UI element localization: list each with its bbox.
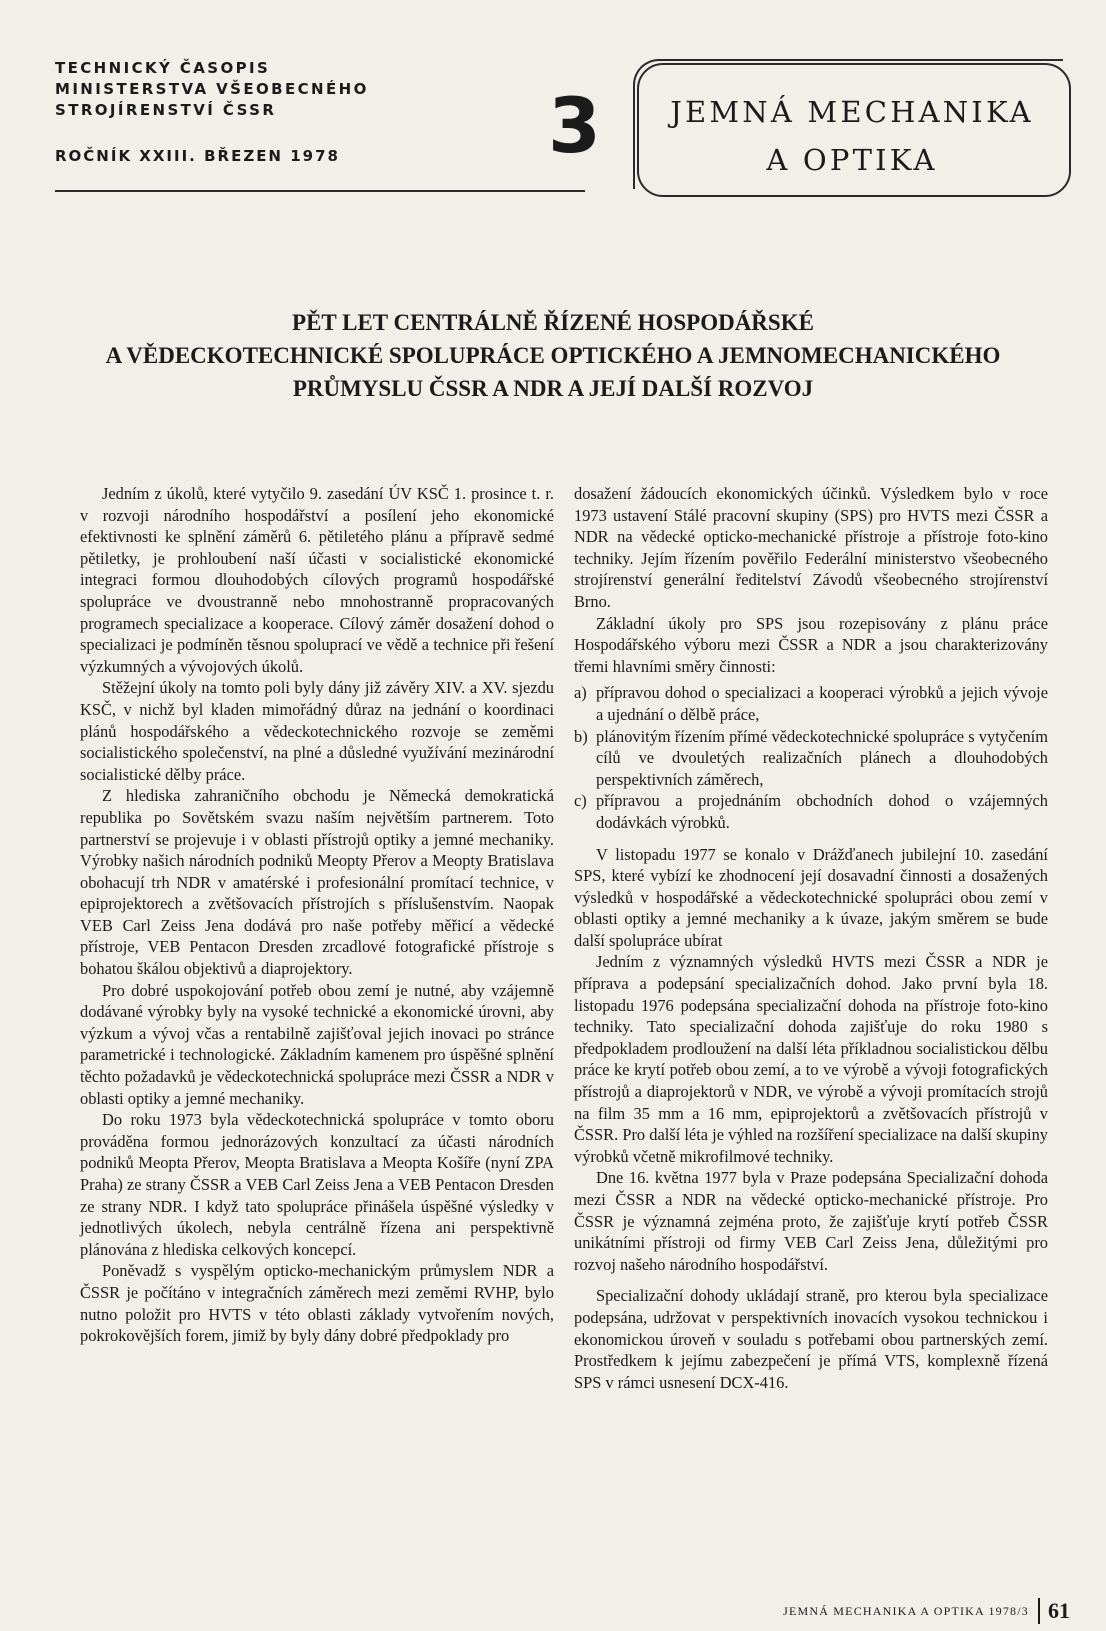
issue-number: 3 xyxy=(548,81,601,170)
paragraph: Pro dobré uspokojování potřeb obou zemí je nutné, aby vzájemně dodávané výrobky byly na vysoké technické a ekonomické úrovni, aby výzkum a vývoj včas a rentabilně zajišťoval jejich inovaci po stránce parametrické i technologické. Základním kamenem pro úspěšné splnění těchto požadavků je vědeckotechnická spolupráce mezi ČSSR a NDR v oblasti optiky a jemné mechaniky. xyxy=(80,980,554,1108)
paragraph: Jedním z významných výsledků HVTS mezi ČSSR a NDR je příprava a podepsání specializačních dohod. Jako první byla 18. listopadu 1976 podepsána specializační dohoda na přístroje foto-kino techniky. Tato specializační dohoda zajišťuje do roku 1980 s předpokladem prodloužení na další léta příkladnou socialistickou dělbu práce ke krytí potřeb obou zemí, a to ve výrobě a vývoji fotografických přístrojů a diaprojektorů v NDR, ve výrobě a vývoji promítacích strojů na film 35 mm a 16 mm, epiprojektorů a zvětšovacích přístrojů v ČSSR. Pro další léta je výhled na rozšíření specializace na další skupiny výrobků včetně mikrofilmové techniky. xyxy=(574,952,1048,1166)
right-column xyxy=(574,483,1048,1393)
footer-divider xyxy=(1038,1598,1040,1624)
publisher-line-3: STROJÍRENSTVÍ ČSSR xyxy=(55,101,277,119)
paragraph: dosažení žádoucích ekonomických účinků. Výsledkem bylo v roce 1973 ustavení Stálé pracovní skupiny (SPS) pro HVTS mezi ČSSR a NDR na vědecké opticko-mechanické přístroje a přístroje foto-kino techniky. Jejím řízením pověřilo Federální ministerstvo všeobecného strojírenství generální ředitelství Závodů všeobecného strojírenství Brno. xyxy=(574,484,1048,611)
paragraph: Do roku 1973 byla vědeckotechnická spolupráce v tomto oboru prováděna formou jednorázových konzultací za účasti národních podniků Meopta Přerov, Meopta Bratislava a Meopta Košíře (nyní ZPA Praha) ze strany ČSSR a VEB Carl Zeiss Jena a VEB Pentacon Dresden ze strany NDR. I když tato spolupráce přinášela úspěšné výsledky v jednotlivých úkolech, nebyla centrálně řízena ani perspektivně plánována z hlediska celkových koncepcí. xyxy=(80,1110,554,1259)
paragraph: Stěžejní úkoly na tomto poli byly dány již závěry XIV. a XV. sjezdu KSČ, v nichž byl kladen mimořádný důraz na jednání o koordinaci plánů hospodářského a vědeckotechnického rozvoje se zeměmi socialistického společenství, na plné a důsledné využívání mezinárodní socialistické dělby práce. xyxy=(80,678,554,784)
page-footer xyxy=(740,1598,1070,1624)
publisher-line-2: MINISTERSTVA VŠEOBECNÉHO xyxy=(55,80,369,98)
issue-line: ROČNÍK XXIII. BŘEZEN 1978 xyxy=(55,147,340,165)
paragraph: Poněvadž s vyspělým opticko-mechanickým průmyslem NDR a ČSSR je počítáno v integračních záměrech mezi zeměmi RVHP, bylo nutno položit pro HVTS v této oblasti základy vytvořením nových, pokrokovějších forem, jimiž by byly dány dobré předpoklady pro xyxy=(80,1261,554,1346)
paragraph: Z hlediska zahraničního obchodu je Německá demokratická republika po Sovětském svazu naším největším partnerem. Toto partnerství se projevuje i v oblasti přístrojů optiky a jemné mechaniky. Výrobky našich národních podniků Meopty Přerov a Meopty Bratislava obohacují trh NDR v amatérské i profesionální promítací technice, v epiprojektorech a zvětšovacích přístrojích s příslušenstvím. Naopak VEB Carl Zeiss Jena dodává pro naše potřeby měřicí a vědecké přístroje, VEB Pentacon Dresden zrcadlové fotografické přístroje s bohatou škálou objektivů a diaprojektory. xyxy=(80,786,554,979)
journal-title-line-2: A OPTIKA xyxy=(766,143,938,177)
paragraph: Základní úkoly pro SPS jsou rozepisovány z plánu práce Hospodářského výboru mezi ČSSR a NDR a jsou charakterizovány třemi hlavními směry činnosti: xyxy=(574,613,1048,676)
list-item xyxy=(574,726,1048,791)
footer-journal: JEMNÁ MECHANIKA A OPTIKA 1978/3 xyxy=(783,1603,1029,1618)
list-item xyxy=(574,790,1048,833)
paragraph: V listopadu 1977 se konalo v Drážďanech jubilejní 10. zasedání SPS, které vybízí ke zhodnocení její dosavadní činnosti a dosažených výsledků v hospodářské a vědeckotechnické spolupráci obou zemí v oblasti optiky a jemné mechaniky a k úvaze, jakým směrem se bude další spolupráce ubírat xyxy=(574,844,1048,950)
article-headline xyxy=(40,306,1066,405)
publisher-line-1: TECHNICKÝ ČASOPIS xyxy=(55,59,271,77)
masthead-rule xyxy=(55,190,585,192)
list-marker: b) xyxy=(574,726,588,746)
journal-title xyxy=(637,88,1067,184)
list-text: plánovitým řízením přímé vědeckotechnické spolupráce s vytyčením cílů ve dvouletých realizačních plánech a dlouhodobých perspektivních záměrech, xyxy=(596,726,1048,789)
journal-title-line-1: JEMNÁ MECHANIKA xyxy=(670,95,1034,129)
headline-line-2: A VĚDECKOTECHNICKÉ SPOLUPRÁCE OPTICKÉHO A JEMNOMECHANICKÉHO xyxy=(105,343,1001,368)
masthead xyxy=(55,58,595,167)
left-column xyxy=(80,483,554,1347)
headline-line-1: PĚT LET CENTRÁLNĚ ŘÍZENÉ HOSPODÁŘSKÉ xyxy=(292,310,814,335)
paragraph: Dne 16. května 1977 byla v Praze podepsána Specializační dohoda mezi ČSSR a NDR na vědecké opticko-mechanické přístroje. Pro ČSSR je významná zejména proto, že zajišťuje krytí potřeb ČSSR unikátními přístroji od firmy VEB Carl Zeiss Jena, důležitými pro rozvoj našeho národního hospodářství. xyxy=(574,1168,1048,1274)
page-number: 61 xyxy=(1048,1598,1070,1623)
list-marker: a) xyxy=(574,683,587,703)
list-marker: c) xyxy=(574,791,587,811)
paragraph: Specializační dohody ukládají straně, pro kterou byla specializace podepsána, udržovat v perspektivních inovacích vysokou technickou i ekonomickou úroveň v souladu s potřebami obou partnerských zemí. Prostředkem k jejímu zabezpečení je přímá VTS, komplexně řízená SPS v rámci usnesení DCX-416. xyxy=(574,1286,1048,1392)
list-item xyxy=(574,682,1048,725)
list-text: přípravou dohod o specializaci a kooperaci výrobků a jejich vývoje a ujednání o dělbě práce, xyxy=(596,683,1048,724)
headline-line-3: PRŮMYSLU ČSSR A NDR A JEJÍ DALŠÍ ROZVOJ xyxy=(292,376,814,401)
paragraph: Jedním z úkolů, které vytyčilo 9. zasedání ÚV KSČ 1. prosince t. r. v rozvoji národního hospodářství a posílení jeho ekonomické efektivnosti ke splnění záměrů 6. pětiletého plánu a přípravě sedmé pětiletky, je prohloubení naší účasti v socialistické ekonomické integraci formou dlouhodobých cílových programů hospodářské spolupráce ve dvoustranně nebo mnohostranně propracovaných programech specializace a kooperace. Cílový záměr dosažení dohod o specializaci je podmíněn těsnou spoluprací ve vědě a technice při řešení výzkumných a vývojových úkolů. xyxy=(80,484,554,676)
list-text: přípravou a projednáním obchodních dohod o vzájemných dodávkách výrobků. xyxy=(596,791,1048,832)
activity-list xyxy=(574,682,1048,833)
